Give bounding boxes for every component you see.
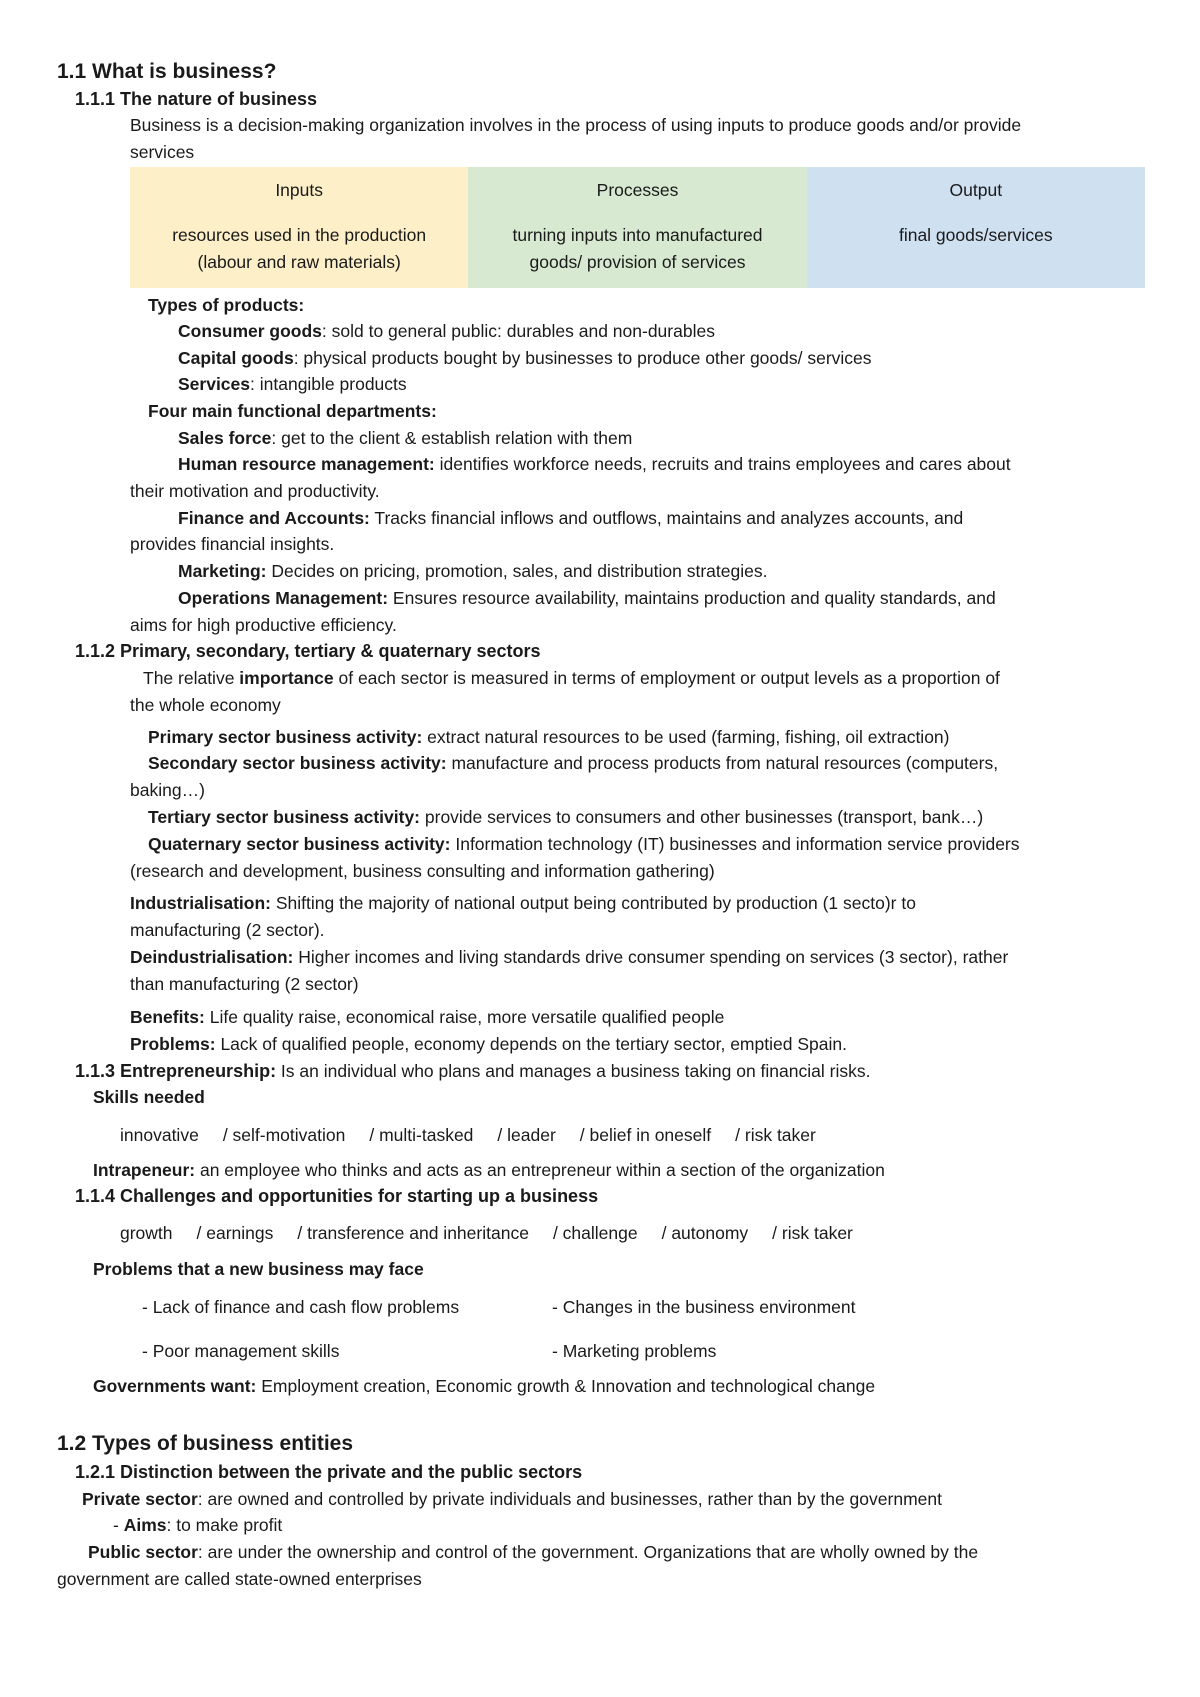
opportunity-item: / transference and inheritance (297, 1223, 529, 1243)
public-sector-item-cont: government are called state-owned enterprises (57, 1569, 422, 1589)
private-sector-item: Private sector: are owned and controlled by private individuals and businesses, rather than by the government (82, 1489, 942, 1509)
operations-management-item-cont: aims for high productive efficiency. (130, 615, 397, 635)
problem-item: - Lack of finance and cash flow problems (142, 1297, 460, 1317)
inputs-text-line-1: resources used in the production (172, 225, 427, 245)
consumer-goods-item: Consumer goods: sold to general public: durables and non-durables (178, 321, 715, 341)
inputs-cell (130, 167, 468, 288)
business-definition-line-2: services (130, 142, 195, 162)
primary-sector-item: Primary sector business activity: extract natural resources to be used (farming, fishing, oil extraction) (148, 727, 950, 747)
output-header: Output (949, 180, 1003, 200)
quaternary-sector-item-cont: (research and development, business consulting and information gathering) (130, 861, 715, 881)
skill-item: / multi-tasked (369, 1125, 474, 1145)
inputs-header: Inputs (275, 180, 323, 200)
output-cell (807, 167, 1145, 288)
opportunity-item: / autonomy (661, 1223, 749, 1243)
sector-importance-line-1: The relative importance of each sector is measured in terms of employment or output levels as a proportion of (143, 668, 1000, 688)
section-1-1-title: 1.1 What is business? (57, 60, 277, 83)
capital-goods-item: Capital goods: physical products bought by businesses to produce other goods/ services (178, 348, 872, 368)
business-definition-line-1: Business is a decision-making organization involves in the process of using inputs to produce goods and/or provide (130, 115, 1022, 135)
opportunity-item: / risk taker (772, 1223, 853, 1243)
deindustrialisation-item: Deindustrialisation: Higher incomes and living standards drive consumer spending on services (3 sector), rather (130, 947, 1009, 967)
skill-item: / risk taker (735, 1125, 816, 1145)
section-1-1-3-entrepreneurship: 1.1.3 Entrepreneurship: Is an individual who plans and manages a business taking on financial risks. (75, 1061, 871, 1081)
skill-item: innovative (120, 1125, 199, 1145)
opportunity-item: growth (120, 1223, 173, 1243)
skill-item: / self-motivation (222, 1125, 346, 1145)
marketing-item: Marketing: Decides on pricing, promotion, sales, and distribution strategies. (178, 561, 768, 581)
quaternary-sector-item: Quaternary sector business activity: Information technology (IT) businesses and information service providers (148, 834, 1020, 854)
secondary-sector-item: Secondary sector business activity: manufacture and process products from natural resources (computers, (148, 753, 999, 773)
operations-management-item: Operations Management: Ensures resource availability, maintains production and quality standards, and (178, 588, 996, 608)
sector-importance-line-2: the whole economy (130, 695, 281, 715)
functional-departments-heading: Four main functional departments: (148, 401, 437, 421)
skill-item: / belief in oneself (579, 1125, 712, 1145)
opportunity-item: / challenge (552, 1223, 638, 1243)
hr-management-item: Human resource management: identifies workforce needs, recruits and trains employees and cares about (178, 454, 1011, 474)
output-text-line-1: final goods/services (898, 225, 1053, 245)
skills-list (120, 1122, 840, 1149)
intrapreneur-item: Intrapeneur: an employee who thinks and acts as an entrepreneur within a section of the organization (93, 1160, 885, 1180)
tertiary-sector-item: Tertiary sector business activity: provide services to consumers and other businesses (transport, bank…) (148, 807, 984, 827)
new-business-problems-heading: Problems that a new business may face (93, 1259, 424, 1279)
section-1-1-1-title: 1.1.1 The nature of business (75, 89, 318, 109)
processes-text-line-2: goods/ provision of services (529, 252, 746, 272)
deindustrialisation-item-cont: than manufacturing (2 sector) (130, 974, 359, 994)
private-sector-aims: - Aims: to make profit (113, 1515, 283, 1535)
problems-item: Problems: Lack of qualified people, economy depends on the tertiary sector, emptied Spain. (130, 1034, 847, 1054)
types-of-products-heading: Types of products: (148, 295, 305, 315)
processes-text-line-1: turning inputs into manufactured (512, 225, 763, 245)
processes-header: Processes (596, 180, 679, 200)
section-1-1-4-title: 1.1.4 Challenges and opportunities for starting up a business (75, 1186, 599, 1206)
opportunities-list (120, 1220, 877, 1247)
section-1-2-1-title: 1.2.1 Distinction between the private and the public sectors (75, 1462, 583, 1482)
problem-item: - Changes in the business environment (552, 1297, 856, 1317)
governments-want-item: Governments want: Employment creation, Economic growth & Innovation and technological change (93, 1376, 876, 1396)
sales-force-item: Sales force: get to the client & establish relation with them (178, 428, 633, 448)
services-item: Services: intangible products (178, 374, 407, 394)
inputs-processes-output-table (130, 167, 1145, 288)
industrialisation-item: Industrialisation: Shifting the majority of national output being contributed by production (1 secto)r to (130, 893, 916, 913)
problem-item: - Marketing problems (552, 1341, 717, 1361)
finance-accounts-item: Finance and Accounts: Tracks financial inflows and outflows, maintains and analyzes accounts, and (178, 508, 964, 528)
finance-accounts-item-cont: provides financial insights. (130, 534, 335, 554)
hr-management-item-cont: their motivation and productivity. (130, 481, 380, 501)
public-sector-item: Public sector: are under the ownership and control of the government. Organizations that are wholly owned by the (88, 1542, 979, 1562)
skill-item: / leader (497, 1125, 556, 1145)
section-1-1-2-title: 1.1.2 Primary, secondary, tertiary & quaternary sectors (75, 641, 541, 661)
inputs-text-line-2: (labour and raw materials) (197, 252, 401, 272)
secondary-sector-item-cont: baking…) (130, 780, 205, 800)
section-1-2-title: 1.2 Types of business entities (57, 1432, 354, 1455)
processes-cell (468, 167, 806, 288)
problem-item: - Poor management skills (142, 1341, 340, 1361)
industrialisation-item-cont: manufacturing (2 sector). (130, 920, 325, 940)
skills-needed-heading: Skills needed (93, 1087, 205, 1107)
opportunity-item: / earnings (196, 1223, 274, 1243)
benefits-item: Benefits: Life quality raise, economical raise, more versatile qualified people (130, 1007, 725, 1027)
